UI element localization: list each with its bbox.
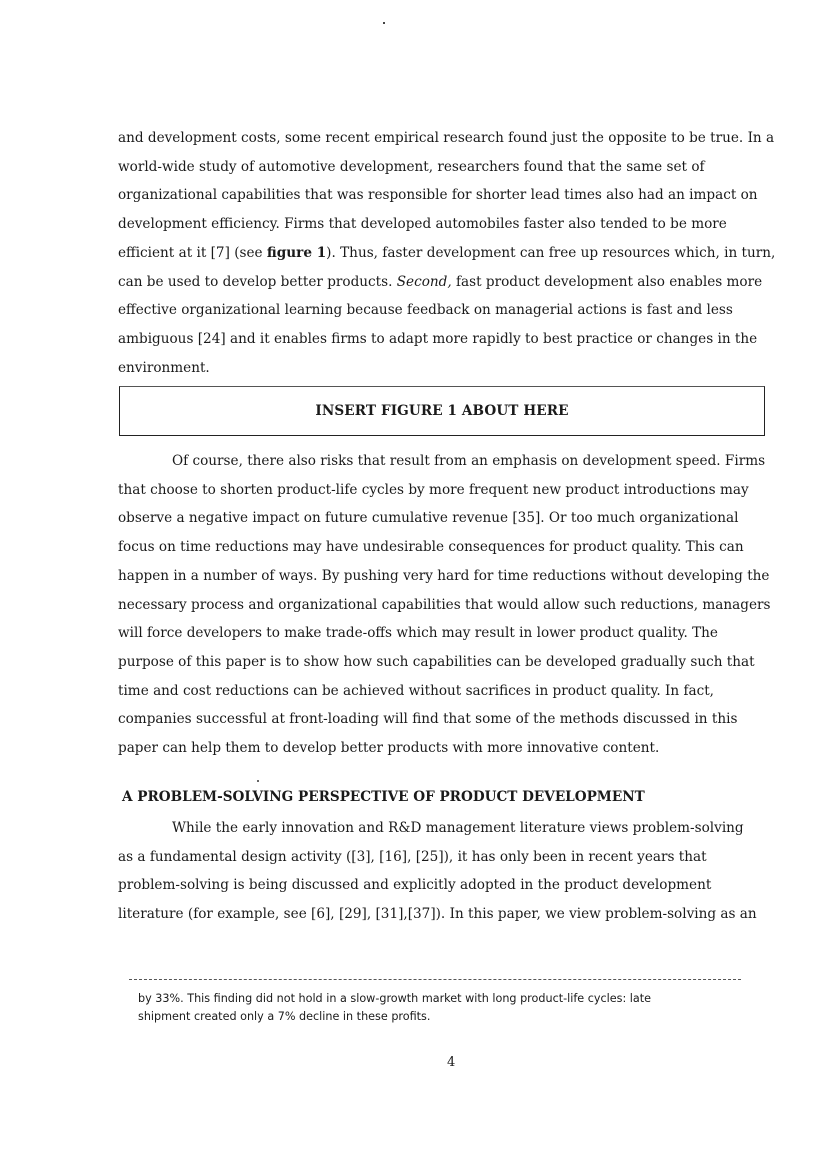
text-line: happen in a number of ways. By pushing very hard for time reductions without developing the xyxy=(118,567,770,584)
scan-speck xyxy=(257,780,259,782)
text-line: effective organizational learning because feedback on managerial actions is fast and less xyxy=(118,302,733,319)
footnote-divider xyxy=(129,979,741,980)
scan-speck xyxy=(383,22,385,24)
text-line: literature (for example, see [6], [29], [31],[37]). In this paper, we view problem-solving as an xyxy=(118,906,757,923)
text-line: problem-solving is being discussed and explicitly adopted in the product development xyxy=(118,877,712,894)
footnote xyxy=(138,990,738,1026)
text-run: can be used to develop better products. xyxy=(118,273,397,290)
text-line: focus on time reductions may have undesirable consequences for product quality. This can xyxy=(118,539,744,556)
footnote-line: by 33%. This finding did not hold in a slow-growth market with long product-life cycles: late xyxy=(138,992,652,1005)
text-line: world-wide study of automotive development, researchers found that the same set of xyxy=(118,158,705,175)
text-line: and development costs, some recent empirical research found just the opposite to be true. In a xyxy=(118,130,775,146)
text-line xyxy=(118,268,768,297)
text-run: ). Thus, faster development can free up resources which, in turn, xyxy=(326,244,776,261)
body-paragraph-1 xyxy=(118,124,776,382)
text-line: paper can help them to develop better products with more innovative content. xyxy=(118,740,660,757)
figure-placeholder-box xyxy=(119,386,765,436)
text-line: organizational capabilities that was responsible for shorter lead times also had an impact on xyxy=(118,187,758,204)
text-line: environment. xyxy=(118,359,210,376)
body-paragraph-3 xyxy=(118,814,768,929)
body-paragraph-2 xyxy=(118,447,771,763)
text-line: observe a negative impact on future cumulative revenue [35]. Or too much organizational xyxy=(118,510,739,527)
text-line: time and cost reductions can be achieved without sacrifices in product quality. In fact, xyxy=(118,682,715,699)
text-line: purpose of this paper is to show how such capabilities can be developed gradually such that xyxy=(118,653,755,670)
text-run: fast product development also enables more xyxy=(451,273,763,290)
text-run: efficient at it [7] (see xyxy=(118,244,267,261)
figure-reference: figure 1 xyxy=(266,244,327,261)
page-number: 4 xyxy=(447,1055,456,1070)
text-line: as a fundamental design activity ([3], [16], [25]), it has only been in recent years that xyxy=(118,848,707,865)
text-line: development efficiency. Firms that developed automobiles faster also tended to be more xyxy=(118,216,727,233)
text-line: companies successful at front-loading will find that some of the methods discussed in this xyxy=(118,711,738,728)
emphasis-text: Second, xyxy=(396,273,452,290)
text-line: Of course, there also risks that result from an emphasis on development speed. Firms xyxy=(172,453,766,469)
footnote-line: shipment created only a 7% decline in these profits. xyxy=(138,1010,431,1023)
text-line: will force developers to make trade-offs which may result in lower product quality. The xyxy=(118,625,718,642)
section-heading: A PROBLEM-SOLVING PERSPECTIVE OF PRODUCT DEVELOPMENT xyxy=(122,789,645,805)
text-line: While the early innovation and R&D management literature views problem-solving xyxy=(172,820,744,836)
text-line xyxy=(118,239,776,268)
text-line: that choose to shorten product-life cycles by more frequent new product introductions may xyxy=(118,481,749,498)
text-line: necessary process and organizational capabilities that would allow such reductions, managers xyxy=(118,596,771,613)
text-line: ambiguous [24] and it enables firms to adapt more rapidly to best practice or changes in the xyxy=(118,330,758,347)
figure-placeholder-text: INSERT FIGURE 1 ABOUT HERE xyxy=(315,403,569,419)
